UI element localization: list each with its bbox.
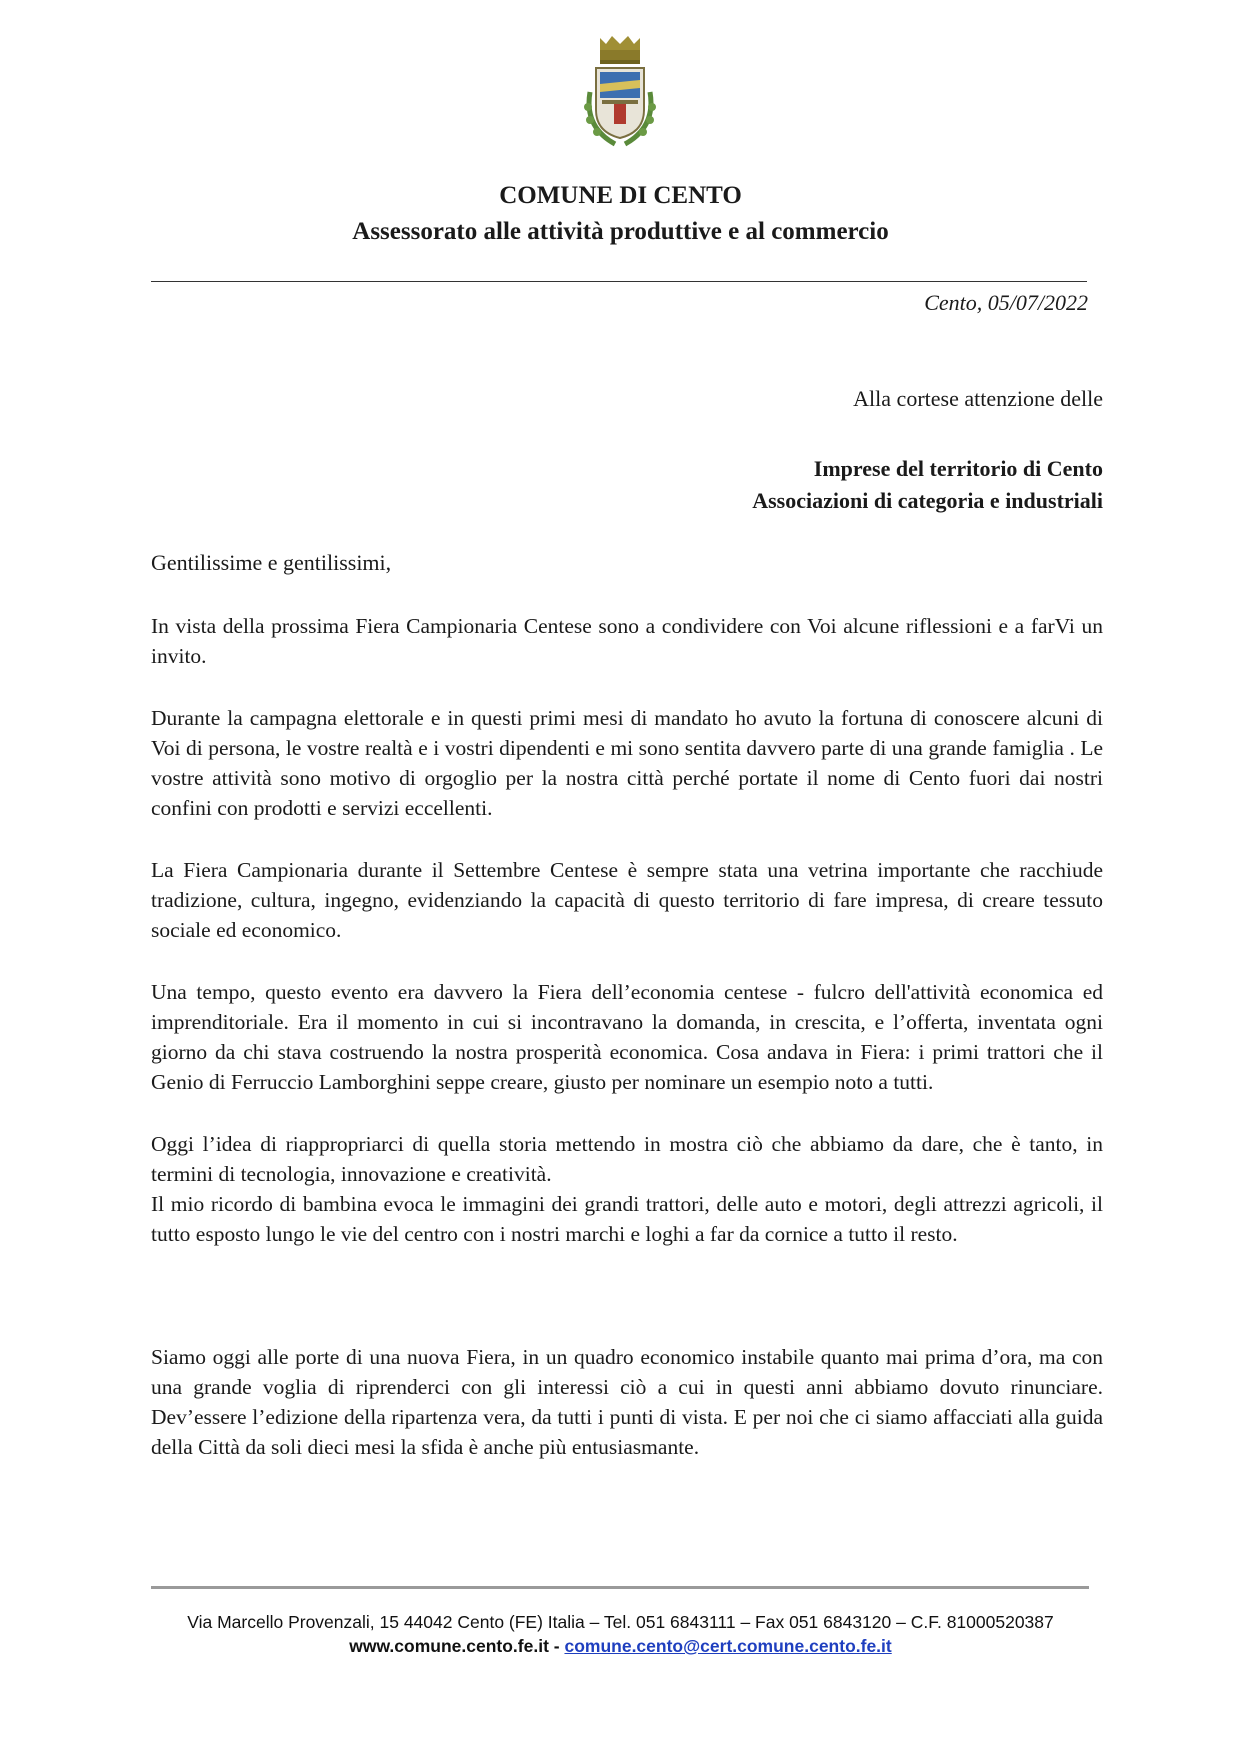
recipient-block <box>752 453 1103 517</box>
letter-date: Cento, 05/07/2022 <box>924 290 1088 315</box>
footer-separator: - <box>548 1636 565 1656</box>
municipal-crest-icon <box>570 32 670 154</box>
header-divider <box>151 281 1087 282</box>
body-paragraph: Durante la campagna elettorale e in questi primi mesi di mandato ho avuto la fortuna di conoscere alcuni di Voi di persona, le vostre realtà e i vostri dipendenti e mi sono sentita davvero parte di una grande famiglia . Le vostre attività sono motivo di orgoglio per la nostra città perché portate il nome di Cento fuori dai nostri confini con prodotti e servizi eccellenti. <box>151 706 1103 820</box>
recipient-line: Associazioni di categoria e industriali <box>752 488 1103 513</box>
page-subtitle: Assessorato alle attività produttive e al commercio <box>352 218 889 245</box>
body-paragraph: Oggi l’idea di riappropriarci di quella storia mettendo in mostra ciò che abbiamo da dare, che è tanto, in termini di tecnologia, innovazione e creatività. Il mio ricordo di bambina evoca le immagini dei grandi trattori, delle auto e motori, degli attrezzi agricoli, il tutto esposto lungo le vie del centro con i nostri marchi e loghi a far da cornice a tutto il resto. <box>151 1132 1103 1246</box>
recipient-attention: Alla cortese attenzione delle <box>853 386 1103 411</box>
footer-contacts <box>0 1636 1241 1657</box>
body-paragraph: Una tempo, questo evento era davvero la Fiera dell’economia centese - fulcro dell'attività economica ed imprenditoriale. Era il momento in cui si incontravano la domanda, in crescita, e l’offerta, inventata ogni giorno da chi stava costruendo la nostra prosperità economica. Cosa andava in Fiera: i primi trattori che il Genio di Ferruccio Lamborghini seppe creare, giusto per nominare un esempio noto a tutti. <box>151 980 1103 1094</box>
body-paragraph: Siamo oggi alle porte di una nuova Fiera, in un quadro economico instabile quanto mai prima d’ora, ma con una grande voglia di riprenderci con gli interessi ciò a cui in questi anni abbiamo dovuto rinunciare. Dev’essere l’edizione della ripartenza vera, da tutti i punti di vista. E per noi che ci siamo affacciati alla guida della Città da soli dieci mesi la sfida è anche più entusiasmante. <box>151 1345 1103 1459</box>
recipient-line: Imprese del territorio di Cento <box>813 456 1103 481</box>
greeting: Gentilissime e gentilissimi, <box>151 550 392 575</box>
body-paragraph: In vista della prossima Fiera Campionaria Centese sono a condividere con Voi alcune riflessioni e a farVi un invito. <box>151 614 1103 668</box>
website-link[interactable]: www.comune.cento.fe.it <box>349 1636 549 1656</box>
footer-address: Via Marcello Provenzali, 15 44042 Cento (FE) Italia – Tel. 051 6843111 – Fax 051 6843120 – C.F. 81000520387 <box>187 1612 1054 1632</box>
email-link[interactable]: comune.cento@cert.comune.cento.fe.it <box>564 1636 892 1656</box>
body-paragraph: La Fiera Campionaria durante il Settembre Centese è sempre stata una vetrina importante che racchiude tradizione, cultura, ingegno, evidenziando la capacità di questo territorio di fare impresa, di creare tessuto sociale ed economico. <box>151 858 1103 942</box>
page-title: COMUNE DI CENTO <box>499 182 742 209</box>
footer-divider <box>151 1586 1089 1589</box>
